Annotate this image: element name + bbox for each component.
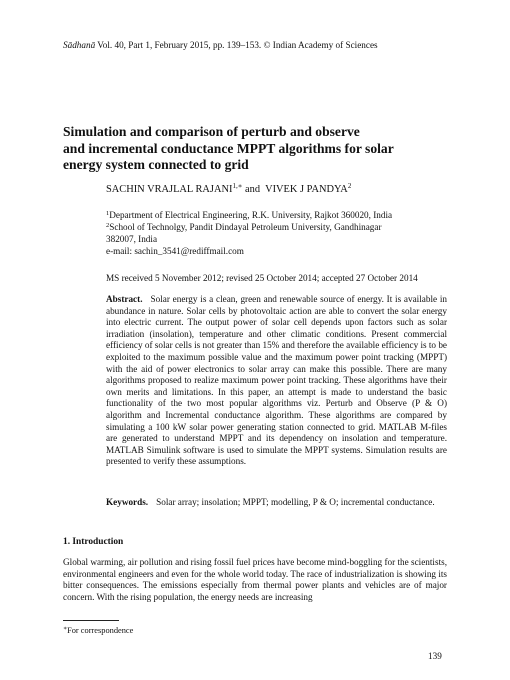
- contact-email: e-mail: sachin_3541@rediffmail.com: [106, 246, 244, 256]
- footnote-divider: [63, 620, 119, 621]
- keywords-text: Solar array; insolation; MPPT; modelling, P & O; incremental conductance.: [156, 497, 435, 507]
- author-list: [106, 183, 351, 196]
- title-line-1: Simulation and comparison of perturb and observe: [63, 124, 360, 139]
- received-dates: MS received 5 November 2012; revised 25 October 2014; accepted 27 October 2014: [106, 273, 418, 283]
- author-1-marks: 1,∗: [232, 182, 243, 190]
- affiliation-2-mark: 2: [106, 222, 110, 229]
- running-head: [63, 39, 378, 51]
- affiliation-2-text: School of Technolgy, Pandit Dindayal Petroleum University, Gandhinagar: [109, 222, 382, 232]
- abstract-label: Abstract.: [106, 294, 143, 304]
- footnote-text: For correspondence: [67, 626, 134, 635]
- footnote: [63, 625, 133, 636]
- footnote-mark: ∗: [63, 626, 68, 632]
- journal-name: Sādhanā: [63, 40, 96, 50]
- affiliation-1: [106, 209, 392, 221]
- introduction-text: Global warming, air pollution and rising fossil fuel prices have become mind-boggling for the scientists, environmental engineers and even for the whole world today. The race of industrialization is showing its bitter consequences. The emissions especially from thermal power plants and vehicles are of major concern. With the rising population, the energy needs are increasing: [63, 557, 447, 603]
- section-heading: 1. Introduction: [63, 537, 124, 547]
- title-line-3: energy system connected to grid: [63, 157, 249, 172]
- affiliation-2-continued: 382007, India: [106, 234, 158, 244]
- author-1-name: SACHIN VRAJLAL RAJANI: [106, 184, 233, 195]
- affiliations: [106, 209, 392, 257]
- abstract-text: Solar energy is a clean, green and renewable source of energy. It is available in abundance in nature. Solar cells by photovoltaic action are able to convert the solar energy into electric current. The output power of solar cell depends upon factors such as solar irradiation (insolation), temperature and other climatic conditions. Present commercial efficiency of solar cells is not greater than 15% and therefore the available efficiency is to be exploited to the maximum possible value and the maximum power point tracking (MPPT) with the aid of power electronics to solar array can make this possible. There are many algorithms proposed to realize maximum power point tracking. These algorithms have their own merits and limitations. In this paper, an attempt is made to understand the basic functionality of the two most popular algorithms viz. Perturb and Observe (P & O) algorithm and Incremental conductance algorithm. These algorithms are compared by simulating a 100 kW solar power generating station connected to grid. MATLAB M-files are generated to understand MPPT and its dependency on insolation and temperature. MATLAB Simulink software is used to simulate the MPPT systems. Simulation results are presented to verify these assumptions.: [106, 294, 447, 467]
- author-2-name: VIVEK J PANDYA: [265, 184, 348, 195]
- author-connector: and: [242, 184, 266, 195]
- affiliation-1-text: Department of Electrical Engineering, R.K. University, Rajkot 360020, India: [109, 210, 393, 220]
- affiliation-1-mark: 1: [106, 210, 110, 217]
- keywords-label: Keywords.: [106, 497, 149, 507]
- running-head-details: Vol. 40, Part 1, February 2015, pp. 139–153. © Indian Academy of Sciences: [95, 40, 378, 50]
- keywords: [106, 496, 447, 508]
- author-2-marks: 2: [347, 182, 352, 190]
- page-number: 139: [428, 651, 442, 661]
- title-line-2: and incremental conductance MPPT algorithms for solar: [63, 140, 394, 156]
- abstract: [106, 294, 447, 468]
- affiliation-2: [106, 221, 392, 233]
- paper-title: [63, 124, 463, 174]
